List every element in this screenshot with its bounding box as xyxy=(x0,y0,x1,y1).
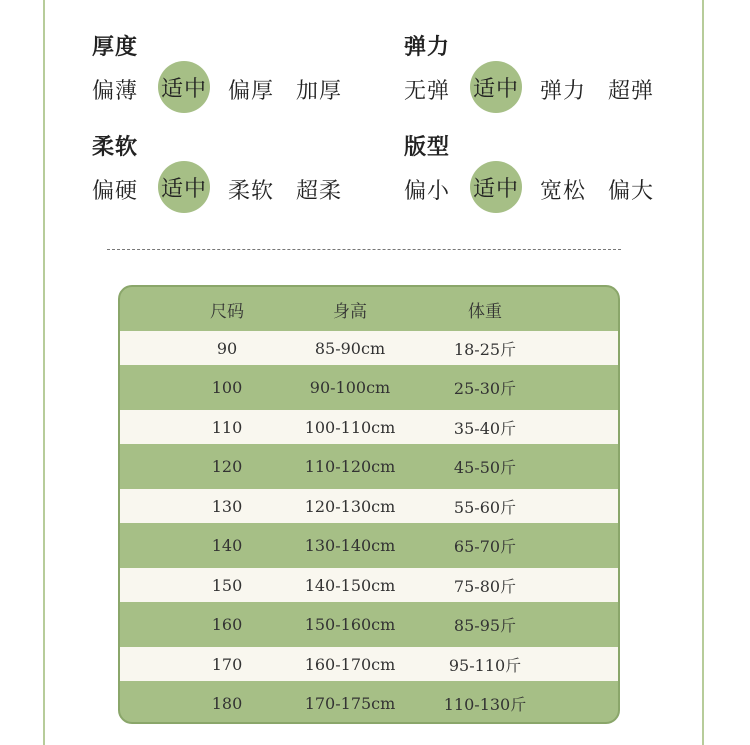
cell-weight: 45-50斤 xyxy=(453,457,517,477)
attr-option: 超柔 xyxy=(296,179,343,204)
table-row xyxy=(120,370,618,404)
size-table xyxy=(118,285,620,724)
table-row xyxy=(120,410,618,444)
cell-size: 170 xyxy=(211,654,243,674)
attr-title: 版型 xyxy=(404,134,451,160)
cell-height: 110-120cm xyxy=(304,456,396,476)
table-row xyxy=(120,528,618,562)
cell-height: 85-90cm xyxy=(314,338,386,358)
cell-size: 120 xyxy=(211,456,243,476)
cell-weight: 55-60斤 xyxy=(453,497,517,517)
attr-option: 无弹 xyxy=(404,79,451,104)
cell-weight: 85-95斤 xyxy=(453,615,517,635)
attr-option: 加厚 xyxy=(296,79,343,104)
header-weight: 体重 xyxy=(468,301,502,322)
frame-border-right xyxy=(702,0,704,745)
attr-option-selected: 适中 xyxy=(158,61,210,113)
header-size: 尺码 xyxy=(210,301,244,322)
cell-weight: 75-80斤 xyxy=(453,576,517,596)
cell-size: 180 xyxy=(211,693,243,713)
attr-title: 柔软 xyxy=(92,134,139,160)
cell-height: 170-175cm xyxy=(304,693,396,713)
cell-size: 140 xyxy=(211,535,243,555)
cell-weight: 18-25斤 xyxy=(453,339,517,359)
attr-option: 弹力 xyxy=(540,79,587,104)
table-row xyxy=(120,607,618,641)
cell-size: 160 xyxy=(211,614,243,634)
attr-fit xyxy=(404,130,674,220)
frame-border-left xyxy=(43,0,45,745)
attr-option: 偏大 xyxy=(608,179,655,204)
cell-size: 90 xyxy=(216,338,238,358)
cell-height: 130-140cm xyxy=(304,535,396,555)
table-row xyxy=(120,449,618,483)
attr-option-selected: 适中 xyxy=(470,161,522,213)
attr-option: 柔软 xyxy=(228,179,275,204)
header-height: 身高 xyxy=(333,301,367,322)
dashed-divider xyxy=(107,249,621,250)
cell-weight: 95-110斤 xyxy=(448,655,522,675)
cell-weight: 25-30斤 xyxy=(453,378,517,398)
table-row xyxy=(120,568,618,602)
attr-option: 偏薄 xyxy=(92,79,139,104)
cell-weight: 65-70斤 xyxy=(453,536,517,556)
table-row xyxy=(120,489,618,523)
attr-softness xyxy=(92,130,362,220)
attr-elasticity xyxy=(404,30,674,120)
table-row xyxy=(120,647,618,681)
cell-weight: 35-40斤 xyxy=(453,418,517,438)
cell-size: 150 xyxy=(211,575,243,595)
attr-thickness xyxy=(92,30,362,120)
table-row xyxy=(120,331,618,365)
attr-option-selected: 适中 xyxy=(158,161,210,213)
cell-size: 130 xyxy=(211,496,243,516)
cell-size: 100 xyxy=(211,377,243,397)
attr-title: 弹力 xyxy=(404,34,451,60)
attr-option: 偏小 xyxy=(404,179,451,204)
attr-option: 偏厚 xyxy=(228,79,275,104)
cell-weight: 110-130斤 xyxy=(443,694,527,714)
table-row xyxy=(120,686,618,720)
cell-height: 90-100cm xyxy=(309,377,391,397)
attr-option: 偏硬 xyxy=(92,179,139,204)
attr-title: 厚度 xyxy=(92,34,139,60)
cell-size: 110 xyxy=(211,417,243,437)
cell-height: 160-170cm xyxy=(304,654,396,674)
table-header-row xyxy=(120,289,618,329)
cell-height: 150-160cm xyxy=(304,614,396,634)
attr-option: 超弹 xyxy=(608,79,655,104)
attr-option: 宽松 xyxy=(540,179,587,204)
cell-height: 100-110cm xyxy=(304,417,396,437)
attr-option-selected: 适中 xyxy=(470,61,522,113)
cell-height: 140-150cm xyxy=(304,575,396,595)
cell-height: 120-130cm xyxy=(304,496,396,516)
